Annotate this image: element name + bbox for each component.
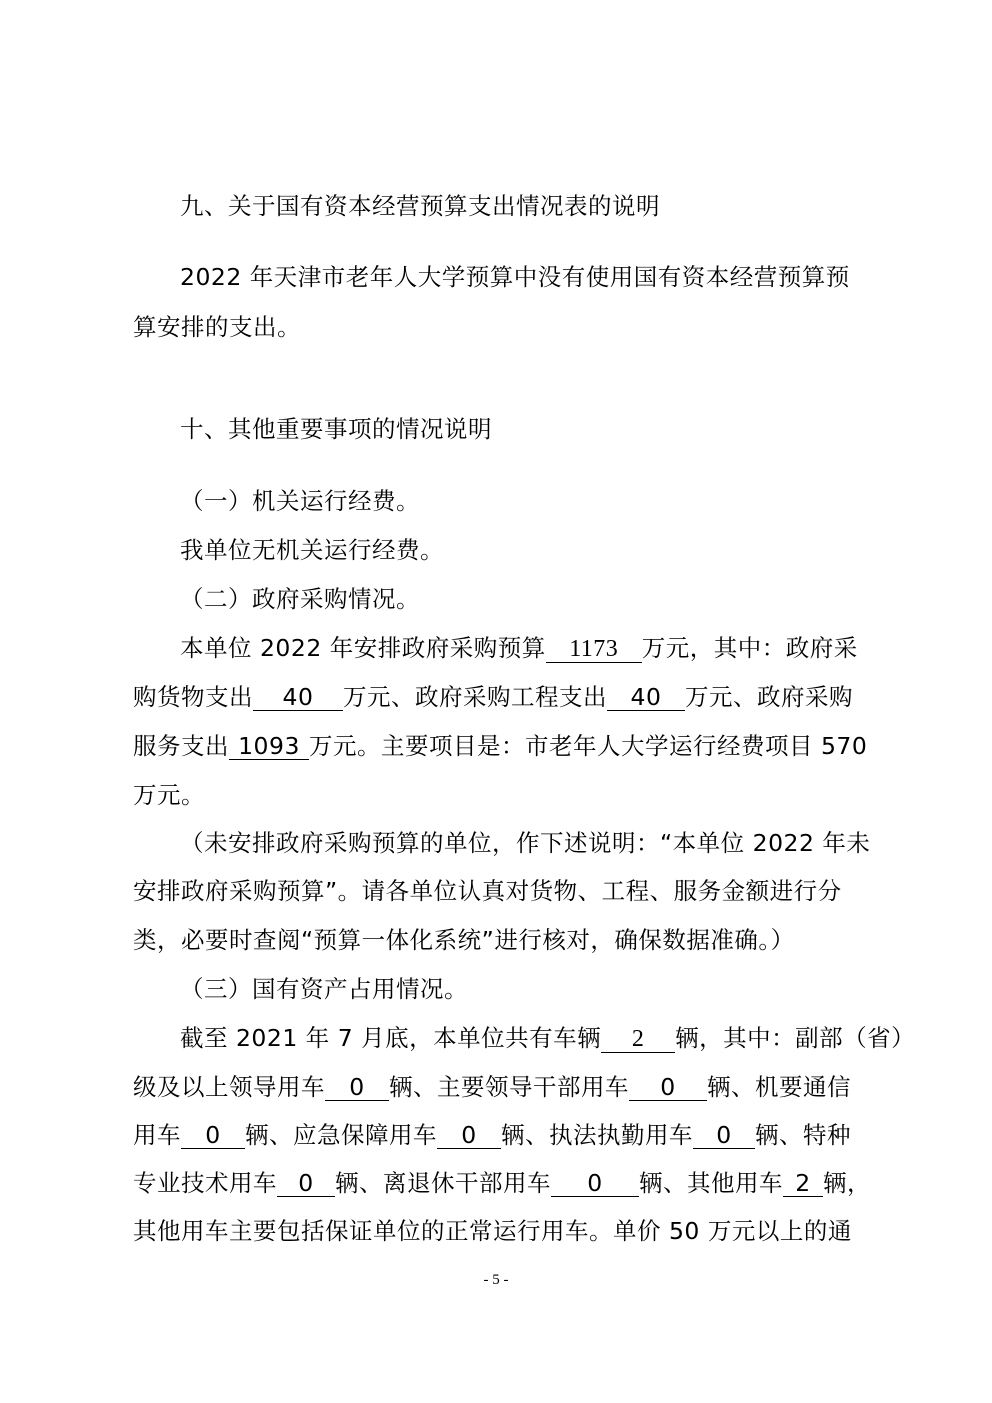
total-vehicles-value: 2 <box>601 1026 675 1053</box>
text-segment: 万元、政府采购工程支出 <box>343 683 607 711</box>
goods-expense-value: 40 <box>253 684 343 711</box>
text-segment: 级及以上领导用车 <box>133 1073 325 1101</box>
retired-cadre-vehicles-value: 0 <box>551 1170 639 1197</box>
procurement-line-3 <box>133 731 873 761</box>
text-segment: 万元，其中：政府采 <box>641 634 858 662</box>
subsection-1-title: （一）机关运行经费。 <box>180 487 420 515</box>
special-technical-vehicles-value: 0 <box>277 1170 335 1197</box>
text-segment: 购货物支出 <box>133 683 253 711</box>
other-vehicles-value: 2 <box>783 1170 823 1197</box>
confidential-vehicles-value: 0 <box>181 1122 245 1149</box>
section-10-heading: 十、其他重要事项的情况说明 <box>180 415 492 443</box>
text-segment: 专业技术用车 <box>133 1169 277 1197</box>
engineering-expense-value: 40 <box>607 684 685 711</box>
text-segment: 万元。主要项目是：市老年人大学运行经费项目 570 <box>309 732 868 760</box>
section-9-body-line-2: 算安排的支出。 <box>133 313 301 341</box>
main-leader-vehicles-value: 0 <box>629 1074 707 1101</box>
law-enforcement-vehicles-value: 0 <box>693 1122 755 1149</box>
section-9-heading: 九、关于国有资本经营预算支出情况表的说明 <box>180 192 660 220</box>
service-expense-value: 1093 <box>229 733 309 760</box>
text-segment: 万元、政府采购 <box>685 683 853 711</box>
text-segment: 辆、应急保障用车 <box>245 1121 437 1149</box>
subsection-1-body: 我单位无机关运行经费。 <box>180 536 444 564</box>
text-segment: 辆， <box>823 1169 871 1197</box>
section-9-body-line-1: 2022 年天津市老年人大学预算中没有使用国有资本经营预算预 <box>180 263 850 291</box>
procurement-note-line-3: 类，必要时查阅“预算一体化系统”进行核对，确保数据准确。） <box>133 926 795 954</box>
procurement-note-line-1: （未安排政府采购预算的单位，作下述说明：“本单位 2022 年未 <box>180 829 871 857</box>
text-segment: 辆、执法执勤用车 <box>501 1121 693 1149</box>
text-segment: 辆、主要领导干部用车 <box>389 1073 629 1101</box>
vehicle-line-3 <box>133 1120 873 1150</box>
text-segment: 辆、离退休干部用车 <box>335 1169 551 1197</box>
page-number: - 5 - <box>483 1272 509 1288</box>
text-segment: 用车 <box>133 1121 181 1149</box>
procurement-line-1 <box>180 633 873 663</box>
senior-leader-vehicles-value: 0 <box>325 1074 389 1101</box>
text-segment: 辆、其他用车 <box>639 1169 783 1197</box>
procurement-line-2 <box>133 682 873 712</box>
vehicle-line-1 <box>180 1023 916 1053</box>
emergency-vehicles-value: 0 <box>437 1122 501 1149</box>
procurement-line-4: 万元。 <box>133 781 205 809</box>
text-segment: 辆、特种 <box>755 1121 851 1149</box>
vehicle-line-2 <box>133 1072 873 1102</box>
text-segment: 本单位 2022 年安排政府采购预算 <box>180 634 546 662</box>
text-segment: 辆，其中：副部（省） <box>675 1024 916 1052</box>
procurement-note-line-2: 安排政府采购预算”。请各单位认真对货物、工程、服务金额进行分 <box>133 877 842 905</box>
text-segment: 截至 2021 年 7 月底，本单位共有车辆 <box>180 1024 602 1052</box>
text-segment: 服务支出 <box>133 732 229 760</box>
text-segment: 辆、机要通信 <box>707 1073 851 1101</box>
subsection-2-title: （二）政府采购情况。 <box>180 585 420 613</box>
subsection-3-title: （三）国有资产占用情况。 <box>180 975 468 1003</box>
vehicle-line-4 <box>133 1168 873 1198</box>
vehicle-line-5: 其他用车主要包括保证单位的正常运行用车。单价 50 万元以上的通 <box>133 1217 852 1245</box>
procurement-total-value: 1173 <box>546 636 642 663</box>
